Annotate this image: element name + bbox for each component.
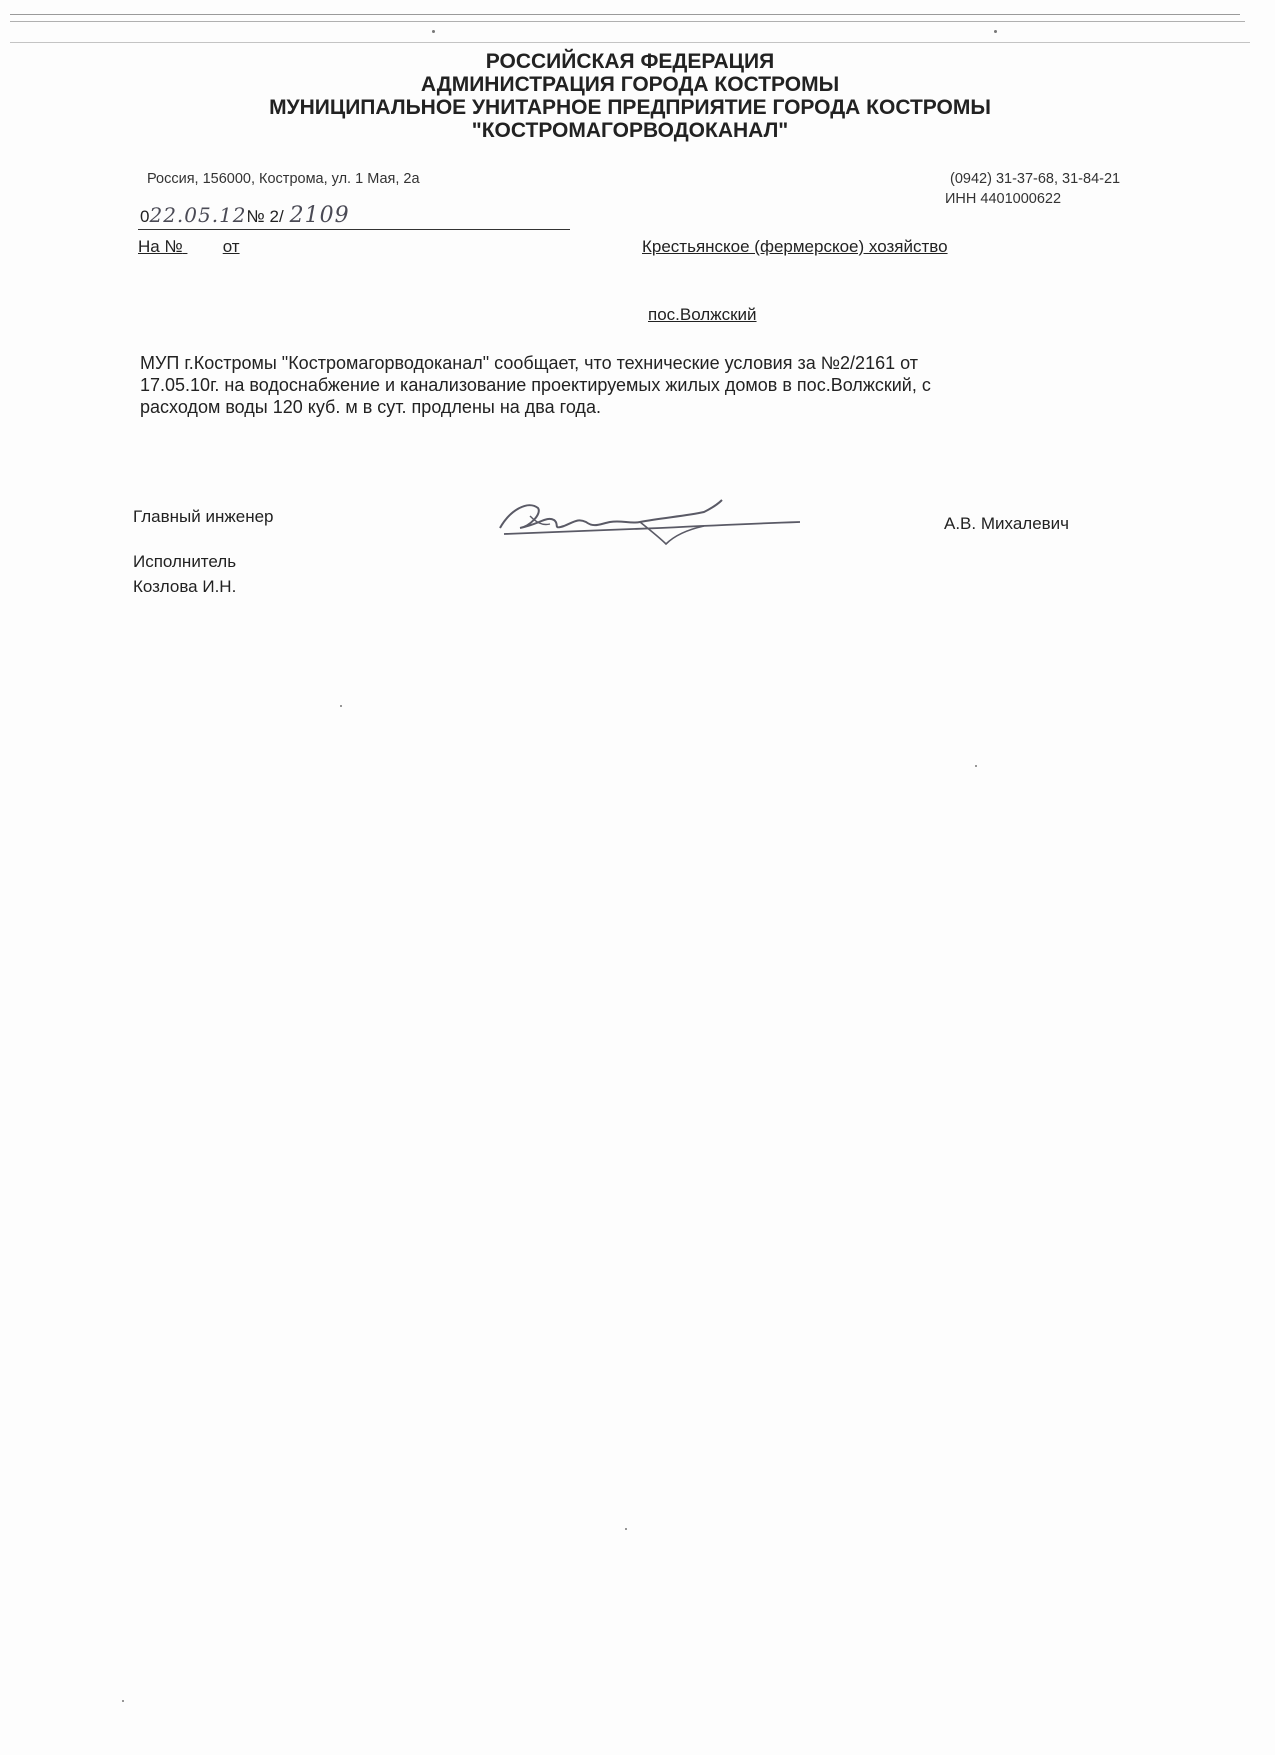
- sender-phones: (0942) 31-37-68, 31-84-21: [950, 171, 1121, 187]
- signature-drawing: [490, 488, 810, 558]
- scan-speck: [625, 1528, 627, 1530]
- scan-speck: [994, 30, 997, 33]
- scan-edge-line: [10, 21, 1245, 22]
- handwritten-signature: [490, 488, 810, 563]
- letterhead-enterprise-name: "КОСТРОМАГОРВОДОКАНАЛ": [471, 119, 789, 142]
- reference-label: На №: [138, 237, 183, 256]
- sender-address: Россия, 156000, Кострома, ул. 1 Мая, 2а: [147, 171, 420, 187]
- letter-body-line: 17.05.10г. на водоснабжение и канализование проектируемых жилых домов в пос.Волжский, с: [140, 375, 931, 395]
- letterhead-enterprise: МУНИЦИПАЛЬНОЕ УНИТАРНОЕ ПРЕДПРИЯТИЕ ГОРОДА КОСТРОМЫ: [269, 96, 991, 119]
- scan-edge-line: [10, 14, 1240, 15]
- scan-speck: [432, 30, 435, 33]
- outgoing-number-line: [140, 203, 350, 228]
- signatory-name: А.В. Михалевич: [944, 514, 1070, 533]
- sender-inn: ИНН 4401000622: [945, 191, 1062, 207]
- outgoing-number-label: № 2/: [246, 207, 284, 226]
- outgoing-prefix: 0: [140, 207, 150, 226]
- scan-speck: [975, 765, 977, 767]
- recipient-name: Крестьянское (фермерское) хозяйство: [642, 237, 948, 256]
- letterhead-administration: АДМИНИСТРАЦИЯ ГОРОДА КОСТРОМЫ: [420, 73, 840, 96]
- reference-from-label: от: [222, 237, 240, 256]
- scan-speck: [122, 1700, 124, 1702]
- letterhead: [200, 50, 1060, 142]
- executor-name: Козлова И.Н.: [133, 577, 237, 596]
- reference-line: [138, 237, 240, 257]
- scan-speck: [340, 705, 342, 707]
- outgoing-number-underline: [138, 229, 570, 230]
- recipient-place: пос.Волжский: [648, 305, 757, 324]
- scan-edge-line: [10, 42, 1250, 43]
- letterhead-country: РОССИЙСКАЯ ФЕДЕРАЦИЯ: [485, 50, 775, 73]
- signatory-position: Главный инженер: [133, 507, 274, 526]
- letter-body-line: МУП г.Костромы "Костромагорводоканал" сообщает, что технические условия за №2/2161 от: [140, 353, 918, 373]
- letter-body-line: расходом воды 120 куб. м в сут. продлены на два года.: [140, 397, 601, 417]
- outgoing-number-handwritten: 2109: [289, 203, 350, 228]
- executor-label: Исполнитель: [133, 552, 237, 571]
- letter-body: [140, 352, 1100, 418]
- outgoing-date-handwritten: 22.05.12: [149, 203, 247, 227]
